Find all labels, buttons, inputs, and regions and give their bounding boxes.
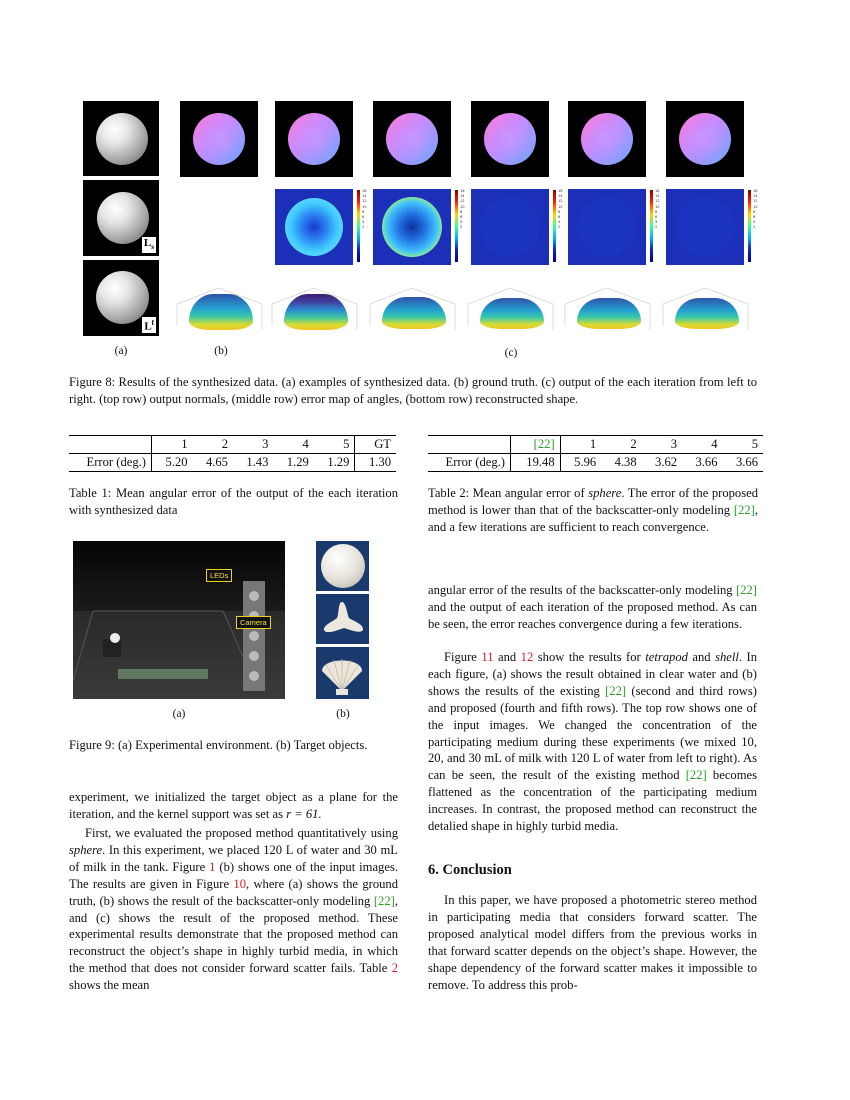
sphere-render: [96, 271, 149, 324]
colorbar-ticks: 16 14 12 10 8 6 4 2: [655, 189, 660, 230]
table-cell: 1.29: [286, 455, 309, 469]
normal-sphere: [679, 113, 731, 165]
light-label-f: $L^f$: [144, 319, 154, 333]
paragraph-text: becomes flattened as the concentration of the participating medium increases. In contrast, the proposed method can reconstruct the detalied shape in highly turbid media.: [428, 768, 757, 834]
table-header-cell: 3: [670, 437, 678, 451]
caption-text: , and a few iterations are sufficient to reach convergence.: [428, 503, 758, 534]
right-paragraph-1: [428, 582, 757, 633]
fig8-label-a: (a): [114, 345, 128, 357]
paragraph-text: . In this experiment, we placed 120 L of water and 30 mL of milk in the tank. Figure: [69, 842, 398, 874]
table-header-cell: 2: [630, 437, 637, 451]
error-map-iter-2: [373, 189, 451, 265]
table-header-cell: [69, 436, 152, 454]
output-normal-iter-3: [471, 101, 549, 177]
table-header-cell: 5: [751, 437, 758, 451]
dome-iter-4: [577, 298, 641, 329]
tetrapod-object: [110, 633, 120, 643]
error-map-iter-4: [568, 189, 646, 265]
citation-link[interactable]: [22]: [373, 893, 395, 908]
table-cell: 3.66: [695, 455, 718, 469]
output-normal-iter-2: [373, 101, 451, 177]
table-cell: 1.29: [314, 454, 355, 472]
colorbar: [357, 190, 360, 262]
output-normal-iter-4: [568, 101, 646, 177]
right-paragraph-2: [428, 649, 757, 835]
caption-text: Table 2: Mean angular error of: [428, 486, 589, 500]
section-heading-conclusion: 6. Conclusion: [428, 862, 512, 878]
paragraph-text: show the results for: [533, 650, 646, 664]
paragraph-text: (second and third rows) and proposed (fourth and fifth rows). The top row shows one of the input images. We changed the concentration of the participating medium during these experiments (we mixed 10, 20, and 30 mL of milk with 120 L of water from left to right). As can be seen, the result of the existing method: [428, 683, 757, 783]
dome-iter-2: [382, 297, 446, 329]
error-map-iter-1: [275, 189, 353, 265]
table-header-cell: 5: [314, 436, 355, 454]
output-normal-iter-5: [666, 101, 744, 177]
table-header-cell: 2: [221, 437, 228, 451]
paragraph-text: shows the mean: [69, 978, 150, 993]
table-2-data-row: [428, 454, 763, 472]
table-header-cell: 1: [589, 437, 597, 451]
normal-sphere: [193, 113, 245, 165]
paragraph-text: angular error of the results of the backscatter-only modeling: [428, 583, 737, 597]
left-paragraph-1: [69, 789, 398, 823]
error-disk: [382, 197, 442, 257]
table-1: [69, 435, 396, 472]
colorbar-ticks: 16 14 12 10 8 6 4 2: [558, 189, 563, 230]
table-header-cell: [428, 436, 511, 454]
colorbar: [553, 190, 556, 262]
table-row-label: Error (deg.): [428, 454, 511, 472]
table-ref-link[interactable]: 2: [391, 961, 398, 976]
normal-sphere: [484, 113, 536, 165]
paragraph-text: , where (a) shows the ground truth, (b) shows the result of the backscatter-only modeling: [69, 876, 399, 908]
normal-sphere: [386, 113, 438, 165]
table-cell: 3.62: [655, 455, 678, 469]
paragraph-text: , and (c) shows the result of the proposed method. These experimental results demonstrate that the proposed method can reconstruct the object’s shape in highly turbid media, in which the method that does not consider forward scatter fails. Table: [69, 893, 398, 976]
paragraph-text: and the output of each iteration of the proposed method. As can be seen, the error reaches convergence during a few iterations.: [428, 599, 757, 631]
output-normal-iter-1: [275, 101, 353, 177]
dome-iter-5: [675, 298, 739, 329]
input-image-1: [83, 101, 159, 176]
paragraph-text: and: [493, 650, 521, 664]
figure-ref-link[interactable]: 11: [481, 650, 494, 664]
left-paragraph-2: [69, 825, 398, 994]
table-cell: 19.48: [511, 454, 561, 472]
sphere-render: [96, 113, 148, 165]
figure-ref-link[interactable]: 12: [520, 650, 534, 664]
colorbar: [455, 190, 458, 262]
emphasis: shell: [715, 650, 739, 664]
paragraph-text: First, we evaluated the proposed method quantitatively using: [85, 826, 398, 840]
paragraph-text: Figure: [444, 650, 482, 664]
normal-sphere: [288, 113, 340, 165]
error-disk: [577, 197, 637, 257]
caption-text: . The error of the proposed method is lower than that of the backscatter-only modeling: [428, 486, 758, 517]
colorbar: [748, 190, 751, 262]
input-image-3: [83, 260, 159, 336]
table-header-cell: 4: [711, 437, 718, 451]
dome-iter-3: [480, 298, 544, 329]
figure-ref-link[interactable]: 1: [209, 859, 216, 874]
colorbar-ticks: 16 14 12 10 8 6 4 2: [460, 189, 465, 230]
math-expression: r = 61.: [286, 806, 322, 821]
sphere-object: [321, 544, 365, 588]
table-1-data-row: [69, 454, 396, 472]
input-image-2: [83, 180, 159, 256]
table-row-label: Error (deg.): [69, 454, 152, 472]
emphasis: tetrapod: [645, 650, 688, 664]
target-object-shell: [316, 647, 369, 699]
fig9-label-b: (b): [336, 708, 350, 720]
table-header-cell: 3: [262, 437, 269, 451]
target-object-tetrapod: [316, 594, 369, 644]
dome-iter-1: [284, 294, 348, 330]
table-cell: 1.43: [246, 455, 269, 469]
paragraph-text: and: [687, 650, 716, 664]
citation-link[interactable]: [22]: [605, 683, 627, 698]
error-disk: [675, 197, 735, 257]
figure-ref-link[interactable]: 10: [233, 876, 246, 891]
table-2: [428, 435, 763, 472]
ground-truth-normal: [180, 101, 258, 177]
figure-9-caption: Figure 9: (a) Experimental environment. (b) Target objects.: [69, 738, 368, 752]
table-cell: 4.38: [614, 455, 637, 469]
figure-8-caption: Figure 8: Results of the synthesized data. (a) examples of synthesized data. (b) ground truth. (c) output of the each iteration from left to right. (top row) output normals, (middle row) error map of angles, (bottom row) reconstructed shape.: [69, 375, 757, 406]
citation-link[interactable]: [22]: [733, 503, 755, 517]
colorbar-ticks: 16 14 12 10 8 6 4 2: [362, 189, 367, 230]
emphasis: sphere: [69, 842, 103, 857]
tetrapod-shape: [316, 594, 369, 644]
table-cell: 1.30: [368, 455, 391, 469]
table-1-caption: Table 1: Mean angular error of the output of the each iteration with synthesized data: [69, 486, 398, 517]
conclusion-paragraph: In this paper, we have proposed a photometric stereo method in participating media that considers forward scatter. The proposed analytical model differs from the previous works in that forward scatter depends on the object’s shape. However, the shape dependency of the forward scatter makes it impossible to remove. To address this prob-: [428, 893, 757, 992]
shell-shape: [316, 647, 369, 699]
table-header-cell: 1: [181, 437, 188, 451]
caption-emphasis: sphere: [588, 486, 622, 500]
paragraph-text: (b) shows one of the input images. The results are given in Figure: [69, 859, 398, 891]
table-1-header-row: [69, 436, 396, 454]
fig9-label-a: (a): [172, 708, 186, 720]
leds-label: LEDs: [206, 569, 232, 582]
table-header-cell: [22]: [511, 436, 561, 454]
table-cell: 5.20: [165, 455, 188, 469]
table-header-cell: GT: [374, 437, 391, 451]
dome-ground-truth: [189, 294, 253, 330]
table-2-header-row: [428, 436, 763, 454]
paragraph-text: . In each figure, (a) shows the result obtained in clear water and (b) shows the results of the existing: [428, 650, 757, 698]
normal-sphere: [581, 113, 633, 165]
table-cell: 5.96: [574, 455, 597, 469]
table-cell: 3.66: [735, 455, 758, 469]
paragraph-text: experiment, we initialized the target object as a plane for the iteration, and the kernel support was set as: [69, 790, 398, 821]
error-disk: [480, 197, 540, 257]
camera-label: Camera: [236, 616, 271, 629]
table-2-caption: [428, 485, 758, 536]
light-label-s: $L_s$: [143, 236, 154, 251]
fig8-label-c: (c): [504, 347, 518, 359]
colorbar-ticks: 16 14 12 10 8 6 4 2: [753, 189, 758, 230]
error-map-iter-3: [471, 189, 549, 265]
table-header-cell: 4: [302, 437, 309, 451]
error-disk: [285, 198, 343, 256]
colorbar: [650, 190, 653, 262]
target-object-sphere: [316, 541, 369, 591]
experimental-environment-photo: [73, 541, 285, 699]
citation-link[interactable]: [22]: [685, 768, 707, 783]
citation-link[interactable]: [22]: [736, 583, 757, 597]
error-map-iter-5: [666, 189, 744, 265]
fig8-label-b: (b): [214, 345, 228, 357]
table-cell: 4.65: [205, 455, 228, 469]
